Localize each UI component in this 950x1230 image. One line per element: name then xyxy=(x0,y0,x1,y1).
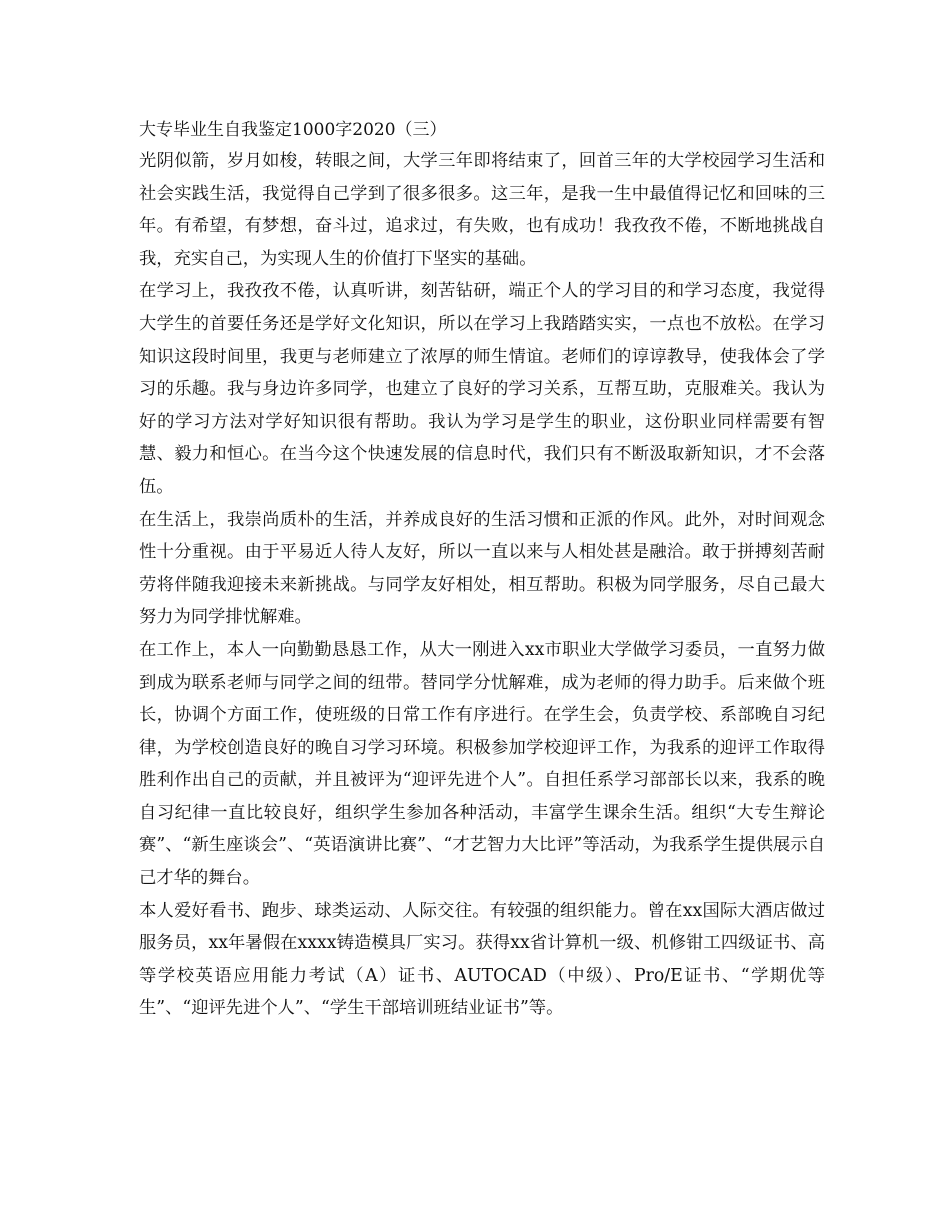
paragraph-work: 在工作上，本人一向勤勤恳恳工作，从大一刚进入xx市职业大学做学习委员，一直努力做到成为联系老师与同学之间的纽带。替同学分忧解难，成为老师的得力助手。后来做个班长，协调个方面工作，使班级的日常工作有序进行。在学生会，负责学校、系部晚自习纪律，为学校创造良好的晚自习学习环境。积极参加学校迎评工作，为我系的迎评工作取得胜利作出自己的贡献，并且被评为“迎评先进个人”。自担任系学习部部长以来，我系的晚自习纪律一直比较良好，组织学生参加各种活动，丰富学生课余生活。组织“大专生辩论赛”、“新生座谈会”、“英语演讲比赛”、“才艺智力大比评”等活动，为我系学生提供展示自己才华的舞台。 xyxy=(139,639,825,889)
paragraph-hobbies: 本人爱好看书、跑步、球类运动、人际交往。有较强的组织能力。曾在xx国际大酒店做过服务员，xx年暑假在xxxx铸造模具厂实习。获得xx省计算机一级、机修钳工四级证书、高等学校英语应用能力考试（A）证书、AUTOCAD（中级）、Pro/E证书、“学期优等生”、“迎评先进个人”、“学生干部培训班结业证书”等。 xyxy=(139,900,825,1019)
paragraph-life: 在生活上，我崇尚质朴的生活，并养成良好的生活习惯和正派的作风。此外，对时间观念性十分重视。由于平易近人待人友好，所以一直以来与人相处甚是融洽。敢于拼搏刻苦耐劳将伴随我迎接未来新挑战。与同学友好相处，相互帮助。积极为同学服务，尽自己最大努力为同学排忧解难。 xyxy=(139,509,825,628)
document-body xyxy=(139,117,825,1025)
document-title: 大专毕业生自我鉴定1000字2020（三） xyxy=(139,120,447,140)
paragraph-intro: 光阴似箭，岁月如梭，转眼之间，大学三年即将结束了，回首三年的大学校园学习生活和社会实践生活，我觉得自己学到了很多很多。这三年，是我一生中最值得记忆和回味的三年。有希望，有梦想，奋斗过，追求过，有失败，也有成功！我孜孜不倦，不断地挑战自我，充实自己，为实现人生的价值打下坚实的基础。 xyxy=(139,151,825,269)
paragraph-study: 在学习上，我孜孜不倦，认真听讲，刻苦钻研，端正个人的学习目的和学习态度，我觉得大学生的首要任务还是学好文化知识，所以在学习上我踏踏实实，一点也不放松。在学习知识这段时间里，我更与老师建立了浓厚的师生情谊。老师们的谆谆教导，使我体会了学习的乐趣。我与身边许多同学，也建立了良好的学习关系，互帮互助，克服难关。我认为好的学习方法对学好知识很有帮助。我认为学习是学生的职业，这份职业同样需要有智慧、毅力和恒心。在当今这个快速发展的信息时代，我们只有不断汲取新知识，才不会落伍。 xyxy=(139,281,825,497)
